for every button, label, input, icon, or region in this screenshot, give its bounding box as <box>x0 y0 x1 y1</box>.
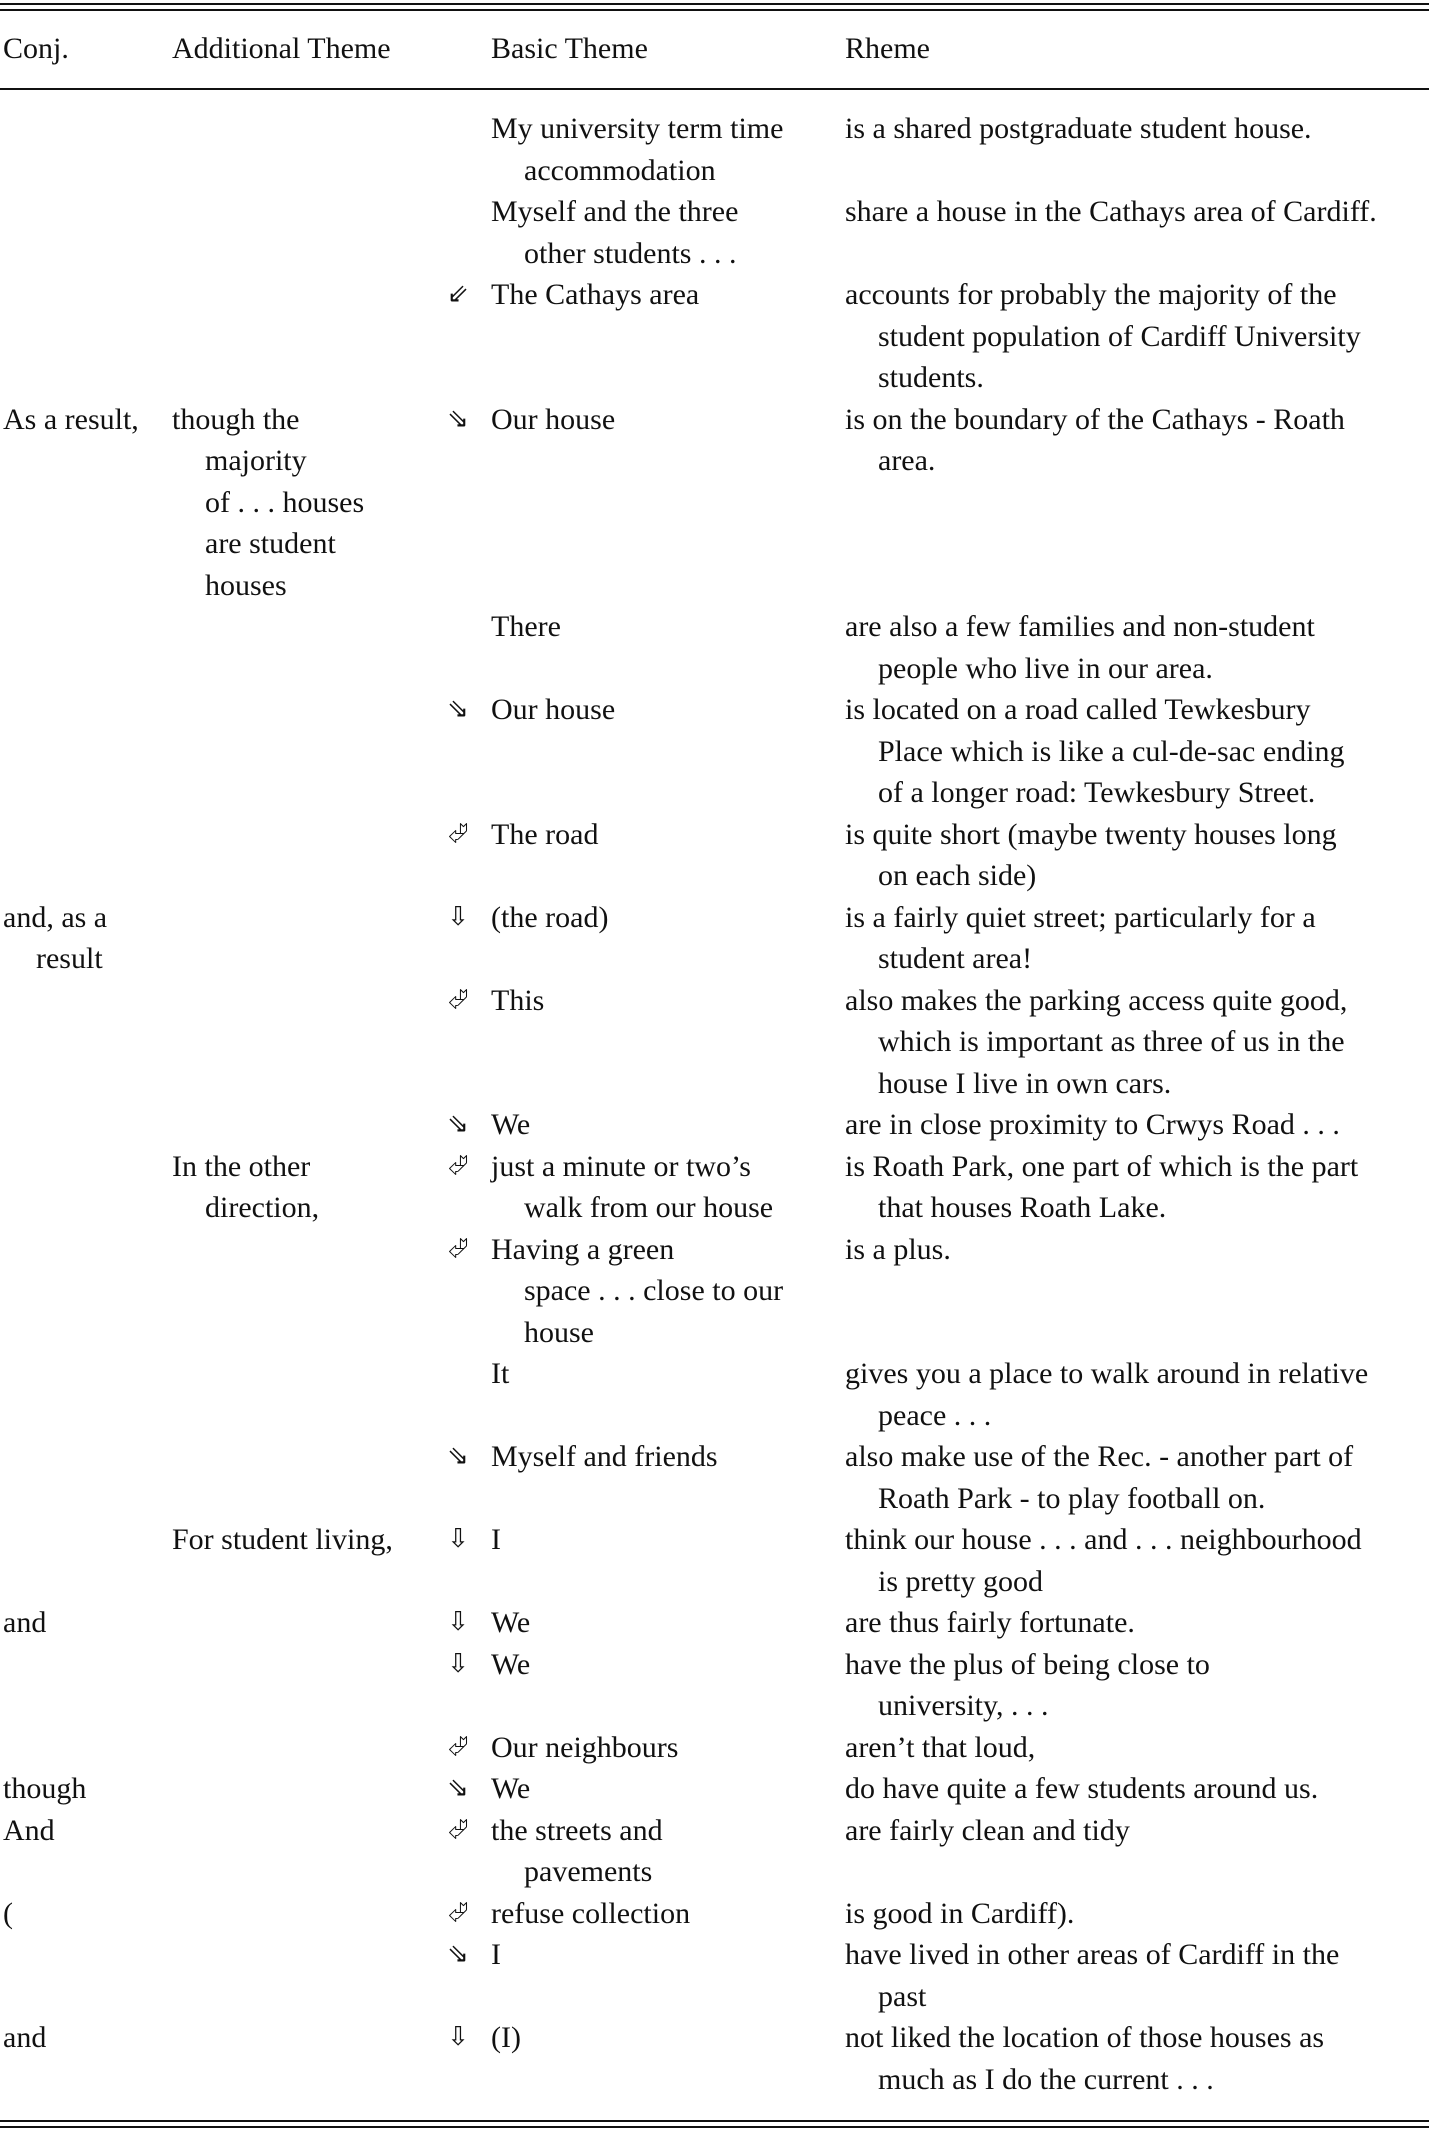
basic-theme-cell <box>491 1602 836 1644</box>
rheme-cell-line: have lived in other areas of Cardiff in the <box>845 1938 1340 1971</box>
table-row <box>0 399 1429 607</box>
rheme-cell <box>845 1104 1429 1146</box>
table-row <box>0 1602 1429 1644</box>
basic-theme-cell-line: We <box>491 1772 531 1805</box>
top-rule-outer <box>0 3 1429 5</box>
conj-cell-line: and, as a <box>3 900 108 934</box>
basic-theme-cell-line: The Cathays area <box>491 278 700 311</box>
basic-theme-cell-line: This <box>491 983 545 1017</box>
table-row <box>0 814 1429 897</box>
basic-theme-cell-line: My university term time <box>491 112 784 145</box>
rheme-cell-line: share a house in the Cathays area of Cardiff. <box>845 195 1377 228</box>
basic-theme-cell-line: space . . . close to our <box>524 1274 784 1307</box>
rheme-cell-line: on each side) <box>878 859 1037 892</box>
basic-theme-cell <box>491 191 836 274</box>
conj-cell <box>3 897 163 980</box>
arrow-down-icon: ⇩ <box>447 2022 469 2052</box>
rheme-cell-line: also makes the parking access quite good, <box>845 983 1348 1017</box>
table-row <box>0 689 1429 814</box>
table-row <box>0 1519 1429 1602</box>
table-row <box>0 2017 1429 2100</box>
conj-cell <box>3 1768 163 1810</box>
rheme-cell <box>845 980 1429 1105</box>
basic-theme-cell <box>491 814 836 856</box>
arrow-curve-down-left-icon: ⮰ <box>447 1814 469 1845</box>
rheme-cell <box>845 1934 1429 2017</box>
header-additional-theme: Additional Theme <box>172 32 391 65</box>
arrow-down-right-icon: ⇘ <box>447 1939 469 1969</box>
rheme-cell-line: of a longer road: Tewkesbury Street. <box>878 776 1316 809</box>
basic-theme-cell <box>491 1934 836 1976</box>
basic-theme-cell <box>491 2017 836 2059</box>
rheme-cell-line: that houses Roath Lake. <box>878 1191 1167 1224</box>
table-row <box>0 1893 1429 1935</box>
basic-theme-cell-line: pavements <box>524 1855 653 1888</box>
basic-theme-cell-line: We <box>491 1108 531 1141</box>
rheme-cell <box>845 814 1429 897</box>
conj-cell-line: As a result, <box>3 402 139 436</box>
arrow-curve-down-left-icon: ⮰ <box>447 1150 469 1181</box>
conj-cell-line: though <box>3 1772 87 1805</box>
table-row <box>0 1727 1429 1769</box>
table-row <box>0 1768 1429 1810</box>
additional-theme-cell-line: of . . . houses <box>205 485 365 519</box>
additional-theme-cell <box>172 1146 422 1229</box>
basic-theme-cell <box>491 1768 836 1810</box>
rheme-cell-line: Roath Park - to play football on. <box>878 1481 1266 1515</box>
arrow-down-right-icon: ⇘ <box>447 1441 469 1471</box>
arrow-curve-down-left-icon: ⮰ <box>447 1897 469 1928</box>
rheme-cell-line: is a shared postgraduate student house. <box>845 112 1312 145</box>
basic-theme-cell <box>491 980 836 1022</box>
basic-theme-cell <box>491 1893 836 1935</box>
basic-theme-cell-line: house <box>524 1315 594 1349</box>
rheme-cell <box>845 191 1429 233</box>
arrow-down-right-icon: ⇘ <box>447 1773 469 1803</box>
basic-theme-cell-line: walk from our house <box>524 1191 774 1224</box>
basic-theme-cell-line: the streets and <box>491 1813 663 1847</box>
arrow-down-right-icon: ⇘ <box>447 1109 469 1139</box>
rheme-cell <box>845 399 1429 482</box>
rheme-cell-line: people who live in our area. <box>878 651 1213 685</box>
table-row <box>0 1810 1429 1893</box>
rheme-cell <box>845 1727 1429 1769</box>
basic-theme-cell-line: The road <box>491 817 599 851</box>
arrow-down-icon: ⇩ <box>447 901 469 932</box>
arrow-down-right-icon: ⇘ <box>447 694 469 724</box>
rheme-cell-line: is good in Cardiff). <box>845 1896 1075 1930</box>
rheme-cell <box>845 1519 1429 1602</box>
additional-theme-cell-line: though the <box>172 402 300 436</box>
conj-cell <box>3 1893 163 1935</box>
rheme-cell-line: student area! <box>878 942 1033 975</box>
additional-theme-cell-line: are student <box>205 527 336 560</box>
rheme-cell <box>845 2017 1429 2100</box>
table-body <box>0 108 1429 2100</box>
basic-theme-cell-line: Our house <box>491 693 616 726</box>
basic-theme-cell-line: Having a green <box>491 1232 675 1266</box>
basic-theme-cell-line: accommodation <box>524 153 716 187</box>
basic-theme-cell <box>491 274 836 316</box>
basic-theme-cell-line: There <box>491 610 561 643</box>
table-row <box>0 1146 1429 1229</box>
conj-cell <box>3 399 163 441</box>
basic-theme-cell <box>491 1810 836 1893</box>
rheme-cell-line: gives you a place to walk around in relative <box>845 1357 1369 1390</box>
rheme-cell-line: are in close proximity to Crwys Road . . . <box>845 1108 1340 1141</box>
header-basic-theme: Basic Theme <box>491 32 648 65</box>
basic-theme-cell <box>491 1727 836 1769</box>
conj-cell-line: And <box>3 1813 55 1847</box>
rheme-cell <box>845 1810 1429 1852</box>
basic-theme-cell-line: Our house <box>491 402 616 436</box>
rheme-cell-line: is located on a road called Tewkesbury <box>845 693 1311 726</box>
basic-theme-cell-line: Our neighbours <box>491 1730 679 1764</box>
additional-theme-cell-line: majority <box>205 444 307 477</box>
rheme-cell-line: have the plus of being close to <box>845 1647 1210 1681</box>
arrow-curve-down-left-icon: ⮰ <box>447 1233 469 1264</box>
conj-cell-line: and <box>3 2021 47 2054</box>
arrow-down-right-icon: ⇘ <box>447 403 469 434</box>
basic-theme-cell-line: Myself and the three <box>491 195 739 228</box>
conj-cell-line: result <box>36 942 103 975</box>
table-row <box>0 1353 1429 1436</box>
rheme-cell-line: think our house . . . and . . . neighbourhood <box>845 1523 1362 1556</box>
rheme-cell-line: much as I do the current . . . <box>878 2062 1214 2096</box>
rheme-cell-line: is a fairly quiet street; particularly for a <box>845 900 1316 934</box>
basic-theme-cell <box>491 1229 836 1354</box>
table-row <box>0 1436 1429 1519</box>
rheme-cell-line: accounts for probably the majority of the <box>845 278 1337 311</box>
additional-theme-cell <box>172 1519 422 1561</box>
basic-theme-cell <box>491 1436 836 1478</box>
basic-theme-cell <box>491 1519 836 1561</box>
basic-theme-cell-line: other students . . . <box>524 236 737 270</box>
arrow-curve-down-left-icon: ⮰ <box>447 1731 469 1762</box>
table-row <box>0 606 1429 689</box>
header-rheme: Rheme <box>845 32 930 65</box>
conj-cell-line: ( <box>3 1896 13 1930</box>
rheme-cell-line: not liked the location of those houses as <box>845 2021 1325 2054</box>
basic-theme-cell <box>491 897 836 939</box>
arrow-down-left-icon: ⇙ <box>447 279 469 309</box>
rheme-cell-line: are thus fairly fortunate. <box>845 1606 1135 1639</box>
arrow-curve-down-left-icon: ⮰ <box>447 818 469 849</box>
basic-theme-cell-line: It <box>491 1357 510 1390</box>
rheme-cell-line: Place which is like a cul-de-sac ending <box>878 734 1345 768</box>
conj-cell <box>3 1810 163 1852</box>
rheme-cell-line: also make use of the Rec. - another part of <box>845 1440 1354 1473</box>
table-row <box>0 897 1429 980</box>
conj-cell <box>3 2017 163 2059</box>
rheme-cell-line: is a plus. <box>845 1232 951 1266</box>
rheme-cell <box>845 1353 1429 1436</box>
rheme-cell <box>845 274 1429 399</box>
rheme-cell-line: students. <box>878 361 984 394</box>
rheme-cell-line: are also a few families and non-student <box>845 610 1315 643</box>
rheme-cell <box>845 606 1429 689</box>
conj-cell <box>3 1602 163 1644</box>
rheme-cell <box>845 897 1429 980</box>
table-row <box>0 274 1429 399</box>
additional-theme-cell-line: houses <box>205 568 287 602</box>
basic-theme-cell <box>491 1644 836 1686</box>
rheme-cell-line: area. <box>878 444 936 477</box>
table-row <box>0 1104 1429 1146</box>
basic-theme-cell-line: (the road) <box>491 900 609 934</box>
basic-theme-cell <box>491 1353 836 1395</box>
rheme-cell <box>845 689 1429 814</box>
additional-theme-cell-line: direction, <box>205 1191 320 1224</box>
basic-theme-cell-line: I <box>491 1523 501 1556</box>
rheme-cell-line: are fairly clean and tidy <box>845 1813 1130 1847</box>
rheme-cell <box>845 1644 1429 1727</box>
rheme-cell <box>845 1436 1429 1519</box>
rheme-cell-line: is pretty good <box>878 1564 1043 1598</box>
arrow-down-icon: ⇩ <box>447 1524 469 1554</box>
table-row <box>0 191 1429 274</box>
table-row <box>0 1934 1429 2017</box>
basic-theme-cell-line: Myself and friends <box>491 1440 718 1473</box>
basic-theme-cell-line: refuse collection <box>491 1896 691 1930</box>
basic-theme-cell-line: (I) <box>491 2021 521 2054</box>
basic-theme-cell-line: We <box>491 1606 531 1639</box>
header-rule <box>0 88 1429 90</box>
basic-theme-cell-line: We <box>491 1647 531 1681</box>
rheme-cell-line: do have quite a few students around us. <box>845 1772 1319 1805</box>
arrow-down-icon: ⇩ <box>447 1648 469 1679</box>
table-row <box>0 108 1429 191</box>
basic-theme-cell <box>491 1146 836 1229</box>
additional-theme-cell <box>172 399 422 607</box>
rheme-cell-line: house I live in own cars. <box>878 1066 1172 1100</box>
rheme-cell <box>845 1893 1429 1935</box>
rheme-cell-line: university, . . . <box>878 1689 1049 1722</box>
rheme-cell-line: which is important as three of us in the <box>878 1025 1345 1058</box>
additional-theme-cell-line: For student living, <box>172 1523 393 1556</box>
top-rule-inner <box>0 9 1429 11</box>
rheme-cell-line: is quite short (maybe twenty houses long <box>845 817 1337 851</box>
basic-theme-cell <box>491 108 836 191</box>
rheme-cell <box>845 108 1429 150</box>
rheme-cell-line: student population of Cardiff University <box>878 319 1361 353</box>
arrow-down-icon: ⇩ <box>447 1607 469 1637</box>
header-conj: Conj. <box>3 32 69 65</box>
conj-cell-line: and <box>3 1606 47 1639</box>
rheme-cell <box>845 1602 1429 1644</box>
arrow-curve-down-left-icon: ⮰ <box>447 984 469 1015</box>
rheme-cell <box>845 1768 1429 1810</box>
table-row <box>0 1644 1429 1727</box>
rheme-cell-line: is on the boundary of the Cathays - Roath <box>845 402 1345 436</box>
basic-theme-cell-line: just a minute or two’s <box>491 1149 751 1183</box>
rheme-cell-line: past <box>878 1979 927 2013</box>
rheme-cell-line: peace . . . <box>878 1398 992 1432</box>
basic-theme-cell <box>491 399 836 441</box>
basic-theme-cell <box>491 1104 836 1146</box>
rheme-cell-line: aren’t that loud, <box>845 1730 1036 1764</box>
basic-theme-cell-line: I <box>491 1938 501 1971</box>
rheme-cell <box>845 1229 1429 1271</box>
basic-theme-cell <box>491 606 836 648</box>
rheme-cell <box>845 1146 1429 1229</box>
additional-theme-cell-line: In the other <box>172 1149 311 1183</box>
bottom-rule-inner <box>0 2120 1429 2122</box>
table-row <box>0 980 1429 1105</box>
rheme-cell-line: is Roath Park, one part of which is the part <box>845 1149 1359 1183</box>
bottom-rule-outer <box>0 2126 1429 2128</box>
table-row <box>0 1229 1429 1354</box>
basic-theme-cell <box>491 689 836 731</box>
